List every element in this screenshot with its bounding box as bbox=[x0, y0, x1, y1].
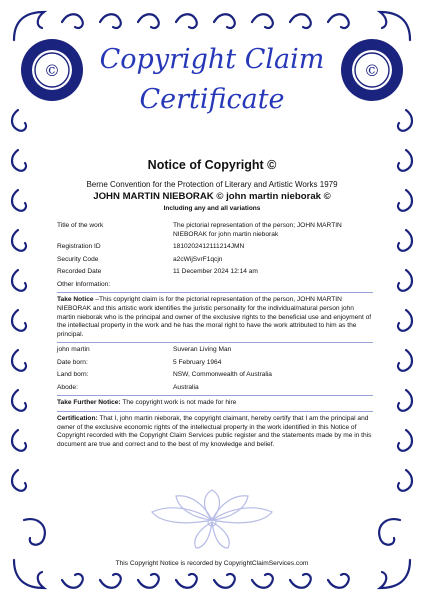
certificate-title-line2: Certificate bbox=[139, 84, 285, 115]
take-notice-label: Take Notice bbox=[57, 296, 94, 304]
date-born-row bbox=[57, 359, 373, 368]
recorded-date-row bbox=[57, 268, 373, 277]
name-row bbox=[57, 346, 373, 355]
abode-label: Abode: bbox=[57, 383, 78, 391]
take-notice-paragraph bbox=[57, 296, 373, 339]
notice-heading: Notice of Copyright © bbox=[147, 158, 277, 172]
further-notice-paragraph bbox=[57, 399, 373, 408]
certification-paragraph bbox=[57, 415, 373, 449]
divider bbox=[57, 342, 373, 343]
title-value: The pictorial representation of the person; JOHN MARTIN NIEBORAK for john martin nieborak bbox=[173, 222, 342, 238]
divider bbox=[57, 395, 373, 396]
certification-label: Certification: bbox=[57, 415, 98, 422]
recorded-date-label: Recorded Date bbox=[57, 268, 102, 276]
variations-line: Including any and all variations bbox=[163, 205, 261, 212]
take-notice-text: –This copyright claim is for the pictorial representation of the person, JOHN MARTIN NIEBORAK and this artistic work identifies the juristic personality for the individual/natural person john martin nieborak who is the principal and owner of the exclusive rights to the beneficial use and enjoyment of the intellectual property in the work and he has the moral right to have the work attributed to him as the principal. bbox=[57, 296, 372, 338]
footer-note: This Copyright Notice is recorded by CopyrightClaimServices.com bbox=[115, 560, 309, 567]
land-born-label: Land born: bbox=[57, 371, 89, 379]
registration-row bbox=[57, 243, 373, 252]
other-information-label: Other Information: bbox=[57, 280, 111, 288]
date-born-label: Date born: bbox=[57, 358, 88, 366]
date-born-value: 5 February 1964 bbox=[173, 358, 222, 366]
land-born-value: NSW, Commonwealth of Australia bbox=[173, 371, 272, 379]
berne-convention-line: Berne Convention for the Protection of Literary and Artistic Works 1979 bbox=[86, 180, 338, 189]
security-row bbox=[57, 256, 373, 265]
security-value: a2cWijSvrF1qcjn bbox=[173, 255, 223, 263]
further-notice-text: The copyright work is not made for hire bbox=[120, 399, 237, 407]
abode-row bbox=[57, 384, 373, 393]
divider bbox=[57, 411, 373, 412]
abode-value: Australia bbox=[173, 383, 199, 391]
recorded-date-value: 11 December 2024 12:14 am bbox=[173, 268, 258, 276]
registration-label: Registration ID bbox=[57, 243, 101, 251]
title-label: Title of the work bbox=[57, 222, 104, 229]
registration-value: 1810202412111214JMN bbox=[173, 243, 245, 251]
certification-text: That I, john martin nieborak, the copyright claimant, hereby certify that I am the principal and owner of the exclusive economic rights of the intellectual property in the work identified in this Notice of Copyright recorded with the Copyright Claim Services public register and the statements made by me in this document are true and correct and to the best of my knowledge and belief. bbox=[57, 415, 372, 448]
name-label: john martin bbox=[57, 346, 90, 354]
certificate-body bbox=[57, 222, 373, 449]
svg-text:©: © bbox=[364, 61, 380, 80]
svg-text:©: © bbox=[44, 61, 60, 80]
divider bbox=[57, 292, 373, 293]
land-born-row bbox=[57, 371, 373, 380]
name-value: Suveran Living Man bbox=[173, 346, 232, 354]
title-row bbox=[57, 222, 373, 239]
security-label: Security Code bbox=[57, 255, 99, 263]
further-notice-label: Take Further Notice: bbox=[57, 399, 121, 407]
certificate-title-line1: Copyright Claim bbox=[99, 44, 325, 75]
claimant-heading: JOHN MARTIN NIEBORAK © john martin nieborak © bbox=[93, 191, 331, 202]
